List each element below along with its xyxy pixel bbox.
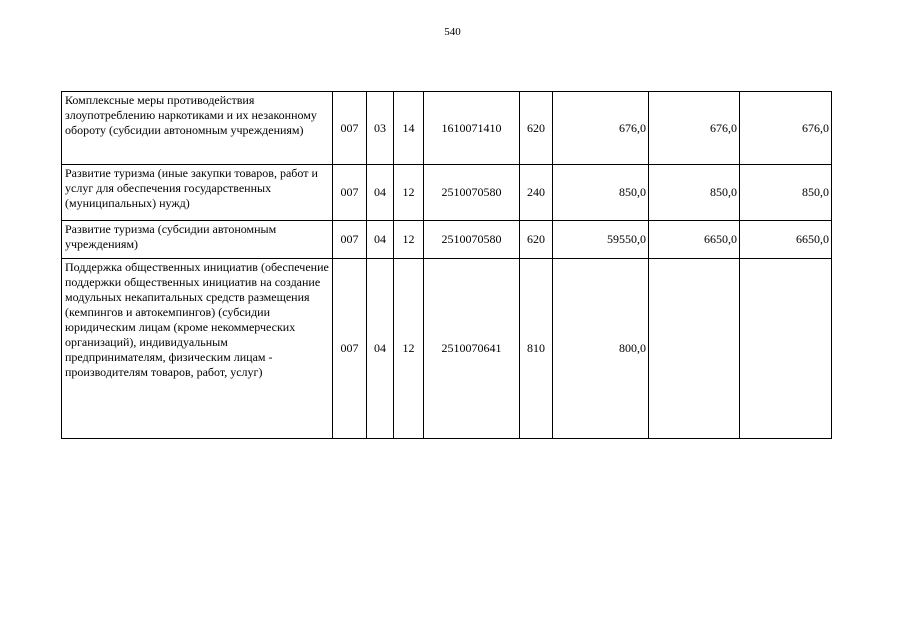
ministry-code: 007 (333, 165, 367, 221)
amount-year-2: 850,0 (649, 165, 740, 221)
row-description: Развитие туризма (субсидии автономным учреждениям) (62, 221, 333, 259)
section-code: 04 (367, 165, 394, 221)
subsection-code: 12 (394, 259, 424, 439)
section-code: 04 (367, 221, 394, 259)
row-description: Комплексные меры противодействия злоупотреблению наркотиками и их незаконному обороту (субсидии автономным учреждениям) (62, 92, 333, 165)
amount-year-2: 6650,0 (649, 221, 740, 259)
amount-year-2: 676,0 (649, 92, 740, 165)
table-row (62, 92, 832, 165)
budget-table (61, 91, 832, 439)
ministry-code: 007 (333, 221, 367, 259)
subsection-code: 12 (394, 165, 424, 221)
amount-year-3: 676,0 (740, 92, 832, 165)
expense-type-code: 810 (520, 259, 553, 439)
expense-type-code: 620 (520, 92, 553, 165)
amount-year-3 (740, 259, 832, 439)
amount-year-1: 800,0 (553, 259, 649, 439)
ministry-code: 007 (333, 259, 367, 439)
row-description: Поддержка общественных инициатив (обеспечение поддержки общественных инициатив на создание модульных некапитальных средств размещения (кемпингов и автокемпингов) (субсидии юридическим лицам (кроме некоммерческих организаций), индивидуальным предпринимателям, физическим лицам - производителям товаров, работ, услуг) (62, 259, 333, 439)
row-description: Развитие туризма (иные закупки товаров, работ и услуг для обеспечения государственных (муниципальных) нужд) (62, 165, 333, 221)
table-row (62, 165, 832, 221)
target-article-code: 1610071410 (424, 92, 520, 165)
subsection-code: 14 (394, 92, 424, 165)
amount-year-1: 59550,0 (553, 221, 649, 259)
amount-year-1: 676,0 (553, 92, 649, 165)
ministry-code: 007 (333, 92, 367, 165)
expense-type-code: 240 (520, 165, 553, 221)
page-number: 540 (444, 26, 461, 38)
table-row (62, 221, 832, 259)
amount-year-1: 850,0 (553, 165, 649, 221)
section-code: 03 (367, 92, 394, 165)
subsection-code: 12 (394, 221, 424, 259)
amount-year-3: 6650,0 (740, 221, 832, 259)
expense-type-code: 620 (520, 221, 553, 259)
table-row (62, 259, 832, 439)
section-code: 04 (367, 259, 394, 439)
target-article-code: 2510070580 (424, 221, 520, 259)
target-article-code: 2510070641 (424, 259, 520, 439)
target-article-code: 2510070580 (424, 165, 520, 221)
amount-year-3: 850,0 (740, 165, 832, 221)
amount-year-2 (649, 259, 740, 439)
